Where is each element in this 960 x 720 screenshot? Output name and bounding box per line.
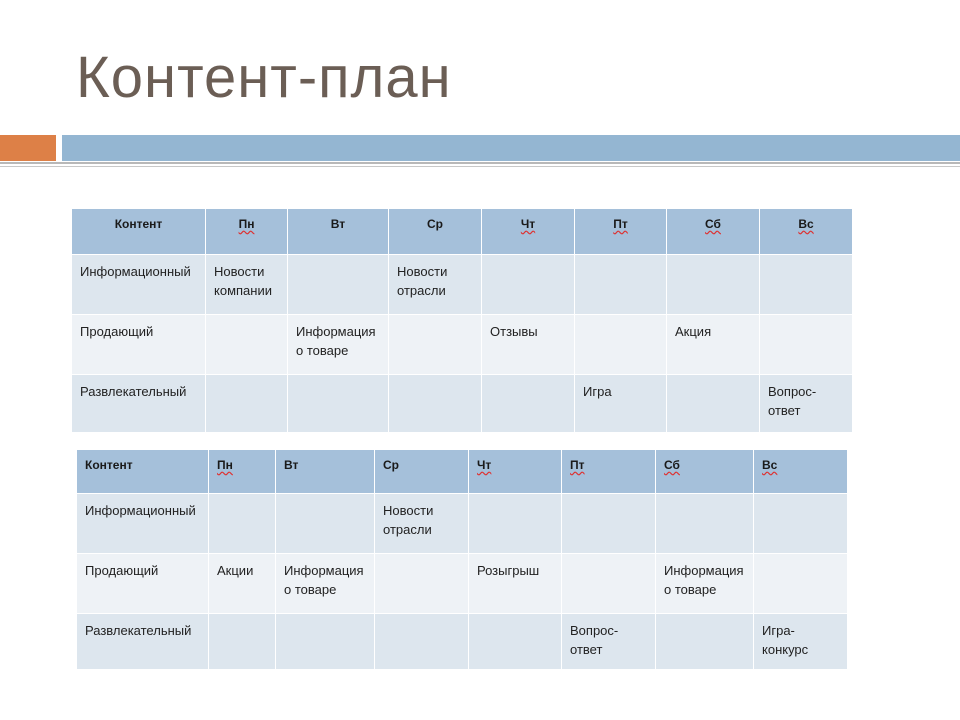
- table-cell: [754, 554, 848, 614]
- table-cell: [288, 375, 389, 433]
- table-cell: Вопрос-ответ: [760, 375, 853, 433]
- table-cell: Отзывы: [482, 315, 575, 375]
- table-cell: [276, 614, 375, 670]
- table-header-row: [77, 450, 848, 494]
- slide-title: Контент-план: [76, 45, 452, 110]
- table-cell: [469, 494, 562, 554]
- row-label: Развлекательный: [77, 614, 209, 670]
- row-label: Развлекательный: [72, 375, 206, 433]
- table-cell: [209, 614, 276, 670]
- header-cell-tue: Вт: [288, 209, 389, 255]
- table-cell: [482, 375, 575, 433]
- header-cell-tue: Вт: [276, 450, 375, 494]
- table-cell: [656, 614, 754, 670]
- header-cell-content: Контент: [77, 450, 209, 494]
- table-cell: Новости отрасли: [375, 494, 469, 554]
- table-cell: [209, 494, 276, 554]
- table-row: [72, 375, 853, 433]
- table-cell: [575, 315, 667, 375]
- header-cell-sat: Сб: [656, 450, 754, 494]
- row-label: Информационный: [72, 255, 206, 315]
- header-cell-mon: Пн: [209, 450, 276, 494]
- accent-bar-blue: [62, 135, 960, 161]
- header-cell-fri: Пт: [575, 209, 667, 255]
- table-row: [77, 614, 848, 670]
- table-cell: Вопрос-ответ: [562, 614, 656, 670]
- header-cell-thu: Чт: [482, 209, 575, 255]
- divider-line: [0, 162, 960, 164]
- content-plan-table-2: [76, 449, 848, 670]
- table-row: [77, 494, 848, 554]
- table-cell: [667, 255, 760, 315]
- table-cell: [206, 375, 288, 433]
- accent-bar-orange: [0, 135, 56, 161]
- table-cell: [375, 614, 469, 670]
- content-plan-table-1: [71, 208, 853, 433]
- table-cell: Информация о товаре: [276, 554, 375, 614]
- header-cell-content: Контент: [72, 209, 206, 255]
- table-cell: [656, 494, 754, 554]
- table-cell: [562, 554, 656, 614]
- table-cell: [562, 494, 656, 554]
- table-cell: Информация о товаре: [656, 554, 754, 614]
- table-cell: [206, 315, 288, 375]
- table-row: [77, 554, 848, 614]
- table-cell: Новости компании: [206, 255, 288, 315]
- table-cell: Розыгрыш: [469, 554, 562, 614]
- row-label: Продающий: [77, 554, 209, 614]
- row-label: Продающий: [72, 315, 206, 375]
- header-cell-sun: Вс: [754, 450, 848, 494]
- table-row: [72, 255, 853, 315]
- table-cell: [389, 315, 482, 375]
- table-cell: [760, 315, 853, 375]
- table-cell: Акция: [667, 315, 760, 375]
- table-cell: Игра: [575, 375, 667, 433]
- header-cell-mon: Пн: [206, 209, 288, 255]
- table-header-row: [72, 209, 853, 255]
- table-cell: Информация о товаре: [288, 315, 389, 375]
- header-cell-wed: Ср: [389, 209, 482, 255]
- table-cell: [760, 255, 853, 315]
- header-cell-sun: Вс: [760, 209, 853, 255]
- table-cell: [575, 255, 667, 315]
- table-cell: [469, 614, 562, 670]
- table-cell: [375, 554, 469, 614]
- table-cell: [276, 494, 375, 554]
- table-cell: [482, 255, 575, 315]
- header-cell-wed: Ср: [375, 450, 469, 494]
- header-cell-thu: Чт: [469, 450, 562, 494]
- row-label: Информационный: [77, 494, 209, 554]
- table-cell: [389, 375, 482, 433]
- table-cell: [754, 494, 848, 554]
- table-cell: Новости отрасли: [389, 255, 482, 315]
- header-cell-fri: Пт: [562, 450, 656, 494]
- table-row: [72, 315, 853, 375]
- header-cell-sat: Сб: [667, 209, 760, 255]
- table-cell: [667, 375, 760, 433]
- table-cell: Акции: [209, 554, 276, 614]
- table-cell: [288, 255, 389, 315]
- table-cell: Игра-конкурс: [754, 614, 848, 670]
- divider-line: [0, 166, 960, 167]
